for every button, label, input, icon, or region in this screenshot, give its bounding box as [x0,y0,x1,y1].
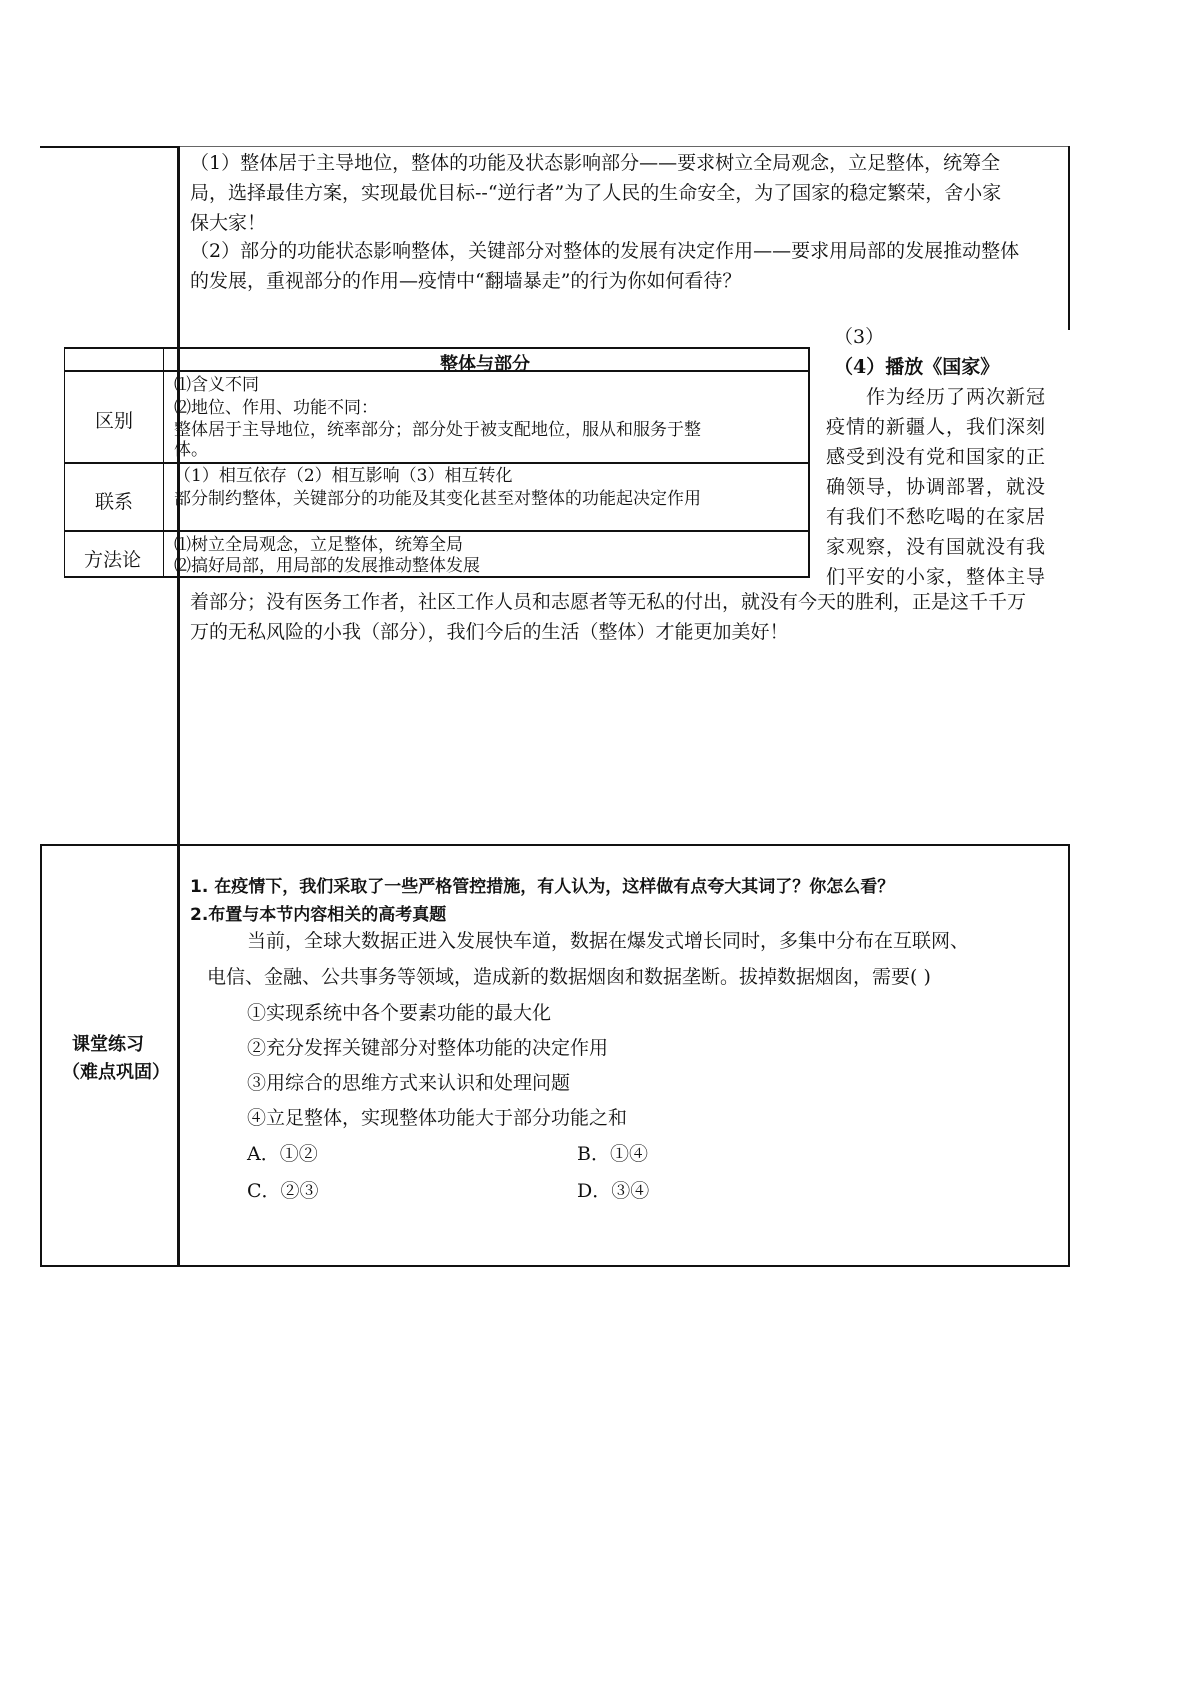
column-divider [177,146,180,1267]
side-text: 作为经历了两次新冠 疫情的新疆人，我们深刻 感受到没有党和国家的正 确领导，协调部署，就没 有我们不愁吃喝的在家居 家观察，没有国就没有我 们平安的小家，整体主导 [826,386,1047,588]
paragraph2-line1: （2）部分的功能状态影响整体，关键部分对整体的发展有决定作用——要求用局部的发展推动整体 [190,240,1020,262]
inner-table-right [808,347,810,578]
difference-line1: ⑴含义不同 [174,375,259,395]
outer-bottom-line [40,1265,1070,1267]
item-3: （3） [834,326,885,348]
option-3: ③用综合的思维方式来认识和处理问题 [247,1072,571,1094]
question-2-title: 2.布置与本节内容相关的高考真题 [190,905,447,925]
inner-table-left [64,347,65,578]
question-stem-line1: 当前，全球大数据正进入发展快车道，数据在爆发式增长同时，多集中分布在互联网、 [247,930,970,952]
outer-top-line [40,146,178,148]
row-label-methodology: 方法论 [84,549,142,571]
inner-table-top [64,347,810,349]
option-4: ④立足整体，实现整体功能大于部分功能之和 [247,1107,628,1129]
outer-top-right-line [178,146,1070,147]
connection-line2: 部分制约整体，关键部分的功能及其变化甚至对整体的功能起决定作用 [174,489,701,509]
right-border-top [1068,146,1070,330]
item-4: （4）播放《国家》 [834,356,1000,378]
exercise-label-line2: （难点巩固） [62,1062,170,1083]
paragraph1-line2: 局，选择最佳方案，实现最优目标--“逆行者”为了人民的生命安全，为了国家的稳定繁荣，舍小家 [190,182,1002,204]
option-1: ①实现系统中各个要素功能的最大化 [247,1002,552,1024]
answer-d: D．③④ [577,1180,650,1202]
inner-table-header-bottom [64,370,810,372]
exercise-label-line1: 课堂练习 [72,1034,144,1055]
section-divider [40,844,1070,846]
answer-b: B．①④ [577,1143,648,1165]
methodology-line1: ⑴树立全局观念，立足整体，统筹全局 [174,535,463,555]
continuation-line2: 万的无私风险的小我（部分），我们今后的生活（整体）才能更加美好！ [190,621,789,643]
answer-c: C．②③ [247,1180,319,1202]
paragraph1-line1: （1）整体居于主导地位，整体的功能及状态影响部分——要求树立全局观念，立足整体，统筹全 [190,152,1001,174]
left-border-bottom [40,844,42,1267]
question-1: 1. 在疫情下，我们采取了一些严格管控措施，有人认为，这样做有点夸大其词了？你怎么看？ [190,877,895,897]
connection-line1: （1）相互依存（2）相互影响（3）相互转化 [174,466,513,486]
methodology-line2: ⑵搞好局部，用局部的发展推动整体发展 [174,556,480,576]
answer-a: A．①② [247,1143,318,1165]
inner-table-row1-bottom [64,462,810,464]
continuation-line1: 着部分；没有医务工作者，社区工作人员和志愿者等无私的付出，就没有今天的胜利，正是这千千万 [190,591,1027,613]
difference-line2: ⑵地位、作用、功能不同： [174,398,378,418]
difference-line4: 体。 [174,440,208,460]
row-label-connection: 联系 [95,491,134,513]
difference-line3: 整体居于主导地位，统率部分；部分处于被支配地位，服从和服务于整 [174,420,701,440]
inner-table-col-divider [163,347,164,578]
row-label-difference: 区别 [95,410,134,432]
inner-table-row2-bottom [64,530,810,532]
inner-table-bottom [64,576,810,578]
inner-table-header: 整体与部分 [440,354,530,375]
paragraph1-line3: 保大家！ [190,212,267,234]
right-border-bottom [1068,844,1070,1267]
question-stem-line2: 电信、金融、公共事务等领域，造成新的数据烟囱和数据垄断。拔掉数据烟囱，需要( ) [207,966,931,988]
paragraph2-line2: 的发展，重视部分的作用—疫情中“翻墙暴走”的行为你如何看待？ [190,270,742,292]
option-2: ②充分发挥关键部分对整体功能的决定作用 [247,1037,609,1059]
